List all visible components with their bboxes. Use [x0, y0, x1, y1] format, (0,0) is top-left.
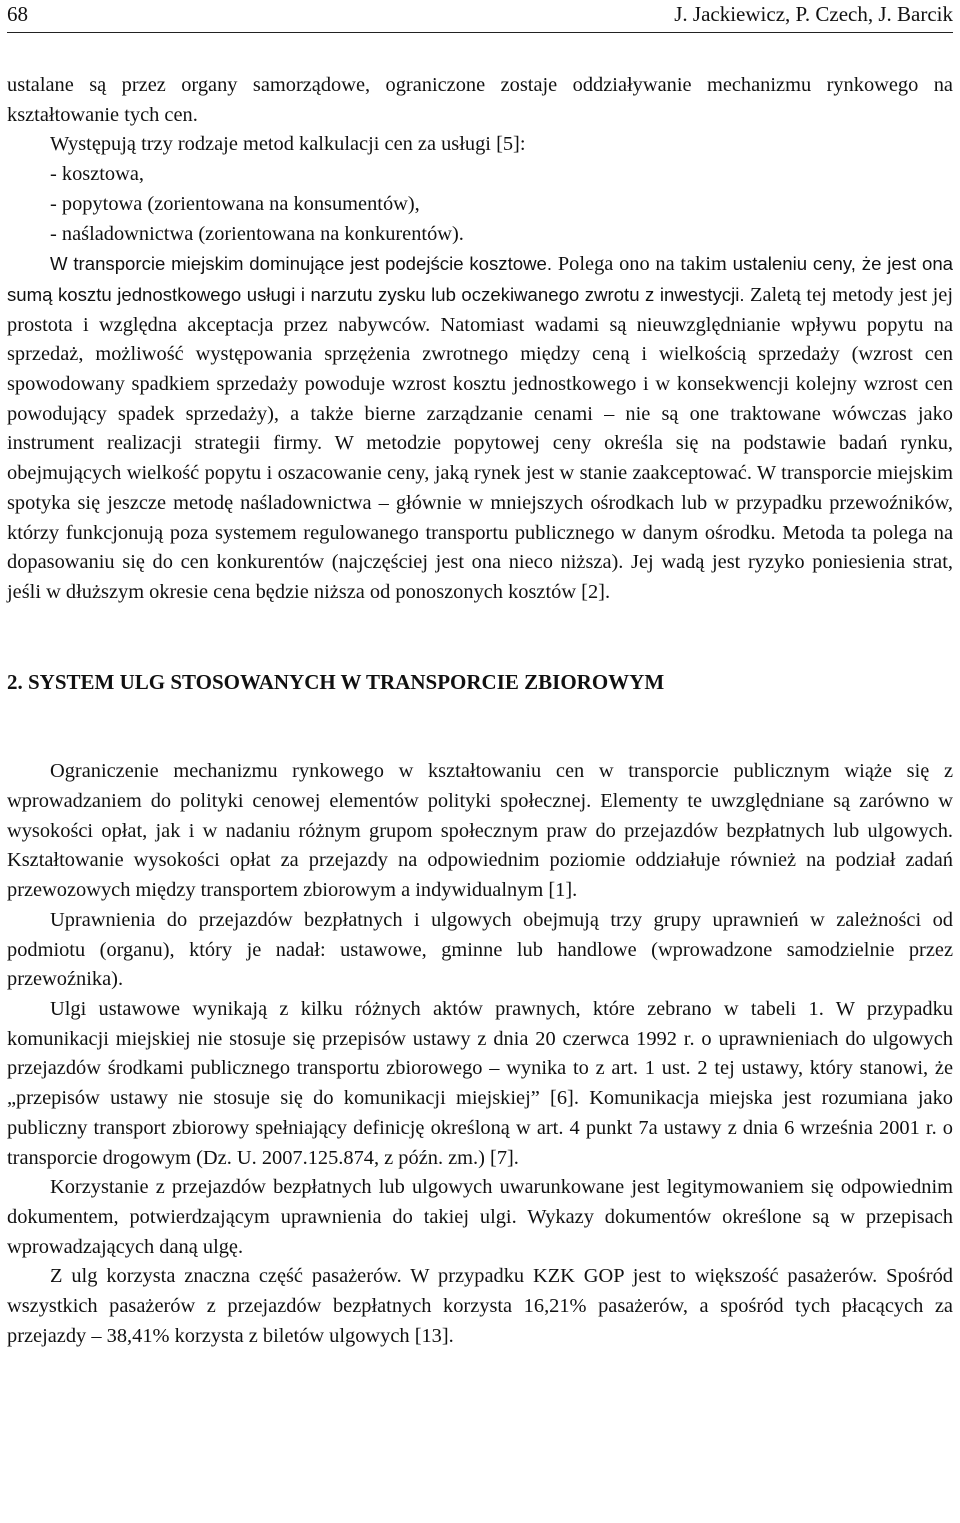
running-header — [7, 0, 953, 33]
section-paragraph-5: Z ulg korzysta znaczna część pasażerów. W przypadku KZK GOP jest to większość pasażerów. Spośród wszystkich pasażerów z przejazdów bezpłatnych korzysta 16,21% pasażerów, a spośród tych płacących za przejazdy – 38,41% korzysta z biletów ulgowych [13]. — [7, 1265, 953, 1347]
document-page — [7, 0, 953, 1351]
method-item-cost: - kosztowa, — [50, 163, 144, 186]
section-paragraph-3: Ulgi ustawowe wynikają z kilku różnych aktów prawnych, które zebrano w tabeli 1. W przypadku komunikacji miejskiej nie stosuje się przepisów ustawy z dnia 20 czerwca 1992 r. o uprawnieniach do ulgowych przejazdów środkami publicznego transportu zbiorowego – wynika to z art. 1 ust. 2 tej ustawy, który stanowi, że „przepisów ustawy nie stosuje się do komunikacji miejskiej” [6]. Komunikacja miejska jest rozumiana jako publiczny transport zbiorowy spełniający definicję określoną w art. 4 punkt 7a ustawy z dnia 6 września 2001 r. o transporcie drogowym (Dz. U. 2007.125.874, z późn. zm.) [7]. — [7, 997, 953, 1169]
sans-sentence-cost-approach: W transporcie miejskim dominujące jest podejście kosztowe. — [50, 253, 553, 275]
section-paragraph-4: Korzystanie z przejazdów bezpłatnych lub ulgowych uwarunkowane jest legitymowaniem się odpowiednim dokumentem, potwierdzającym uprawnienia do takiej ulgi. Wykazy dokumentów określone są w przepisach wprowadzających daną ulgę. — [7, 1176, 953, 1258]
sans-sentence-price-definition: ustaleniu ceny, że jest ona sumą kosztu jednostkowego usługi i narzutu zysku lub oczekiwanego zwrotu z inwestycji. — [7, 253, 954, 305]
method-item-imitation: - naśladownictwa (zorientowana na konkurentów). — [50, 222, 464, 245]
running-header-authors: J. Jackiewicz, P. Czech, J. Barcik — [674, 2, 953, 26]
section-heading: 2. SYSTEM ULG STOSOWANYCH W TRANSPORCIE ZBIOROWYM — [7, 669, 665, 694]
method-item-demand: - popytowa (zorientowana na konsumentów), — [50, 192, 420, 215]
section-paragraph-2: Uprawnienia do przejazdów bezpłatnych i ulgowych obejmują trzy grupy uprawnień w zależności od podmiotu (organu), który je nadał: ustawowe, gminne lub handlowe (wprowadzone samodzielnie przez przewoźnika). — [7, 908, 953, 991]
intro-continuation: ustalane są przez organy samorządowe, ograniczone zostaje oddziaływanie mechanizmu rynkowego na kształtowanie tych cen. — [7, 74, 953, 126]
section-paragraph-1: Ograniczenie mechanizmu rynkowego w kształtowaniu cen w transporcie publicznym wiąże się z wprowadzaniem do polityki cenowej elementów polityki społecznej. Elementy te uwzględniane są zarówno w wysokości opłat, jak i w nadaniu różnym grupom społecznym praw do przejazdów bezpłatnych lub ulgowych. Kształtowanie wysokości opłat za przejazdy na odpowiednim poziomie oddziałuje również na podział zadań przewozowych między transportem zbiorowym a indywidualnym [1]. — [7, 760, 953, 902]
methods-intro: Występują trzy rodzaje metod kalkulacji cen za usługi [5]: — [50, 133, 526, 156]
page-number: 68 — [7, 2, 28, 26]
methods-text-b: Zaletą tej metody jest jej prostota i względna akceptacja przez nabywców. Natomiast wadami są nieuwzględnianie wpływu popytu na sprzedaż, możliwość występowania sprzężenia zwrotnego między ceną i wielkością sprzedaży (wzrost cen spowodowany spadkiem sprzedaży powoduje wzrost kosztu jednostkowego i w konsekwencji kolejny wzrost cen powodujący spadek sprzedaży), a także bierne zarządzanie cenami – nie są one traktowane wówczas jako instrument realizacji strategii firmy. W metodzie popytowej ceny określa się na podstawie badań rynku, obejmujących wielkość popytu i oszacowanie ceny, jaką rynek jest w stanie zaakceptować. W transporcie miejskim spotyka się jeszcze metodę naśladownictwa – głównie w mniejszych ośrodkach lub w przypadku przewoźników, którzy funkcjonują poza systemem regulowanego transportu publicznego w danym ośrodku. Metoda ta polega na dopasowaniu się do cen konkurentów (najczęściej jest ona nieco niższa). Jej wadą jest ryzyko poniesienia strat, jeśli w dłuższym okresie cena będzie niższa od ponoszonych kosztów [2]. — [7, 283, 953, 603]
methods-text-a: Polega ono na takim — [552, 253, 733, 276]
methods-discussion-paragraph — [7, 249, 953, 607]
